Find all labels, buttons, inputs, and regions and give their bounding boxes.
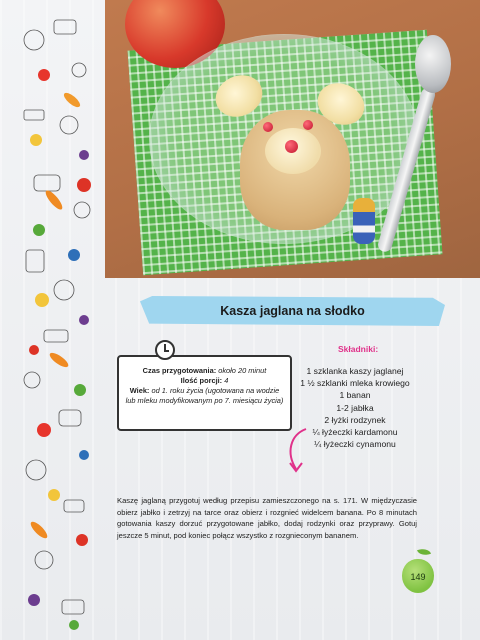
eye-berry-right	[303, 120, 313, 130]
page-number: 149	[402, 559, 434, 593]
apple-leaf-icon	[417, 546, 431, 558]
dish-photo	[105, 0, 480, 278]
food-doodles-icon	[14, 0, 106, 640]
time-label: Czas przygotowania:	[142, 366, 217, 375]
spoon	[415, 35, 451, 93]
ingredient-item: ¼ łyżeczki cynamonu	[314, 439, 396, 450]
ingredient-item: 1 banan	[339, 390, 371, 401]
ingredient-item: 2 łyżki rodzynek	[324, 414, 386, 425]
time-value: około 20 minut	[218, 366, 267, 375]
arrow-icon	[282, 425, 322, 477]
age-label: Wiek:	[129, 386, 150, 395]
portion-label: Ilość porcji:	[180, 376, 223, 385]
clock-icon	[155, 340, 175, 360]
pirate-figure	[353, 198, 375, 244]
ingredients-heading: Składniki:	[338, 344, 379, 354]
ingredient-item: 1-2 jabłka	[336, 402, 374, 413]
recipe-title: Kasza jaglana na słodko	[220, 304, 365, 318]
age-value: od 1. roku życia (ugotowana na wodzie lub mleku modyfikowanym po 7. miesiącu życia)	[125, 386, 284, 405]
portion-value: 4	[224, 376, 229, 385]
info-box	[117, 355, 292, 431]
ingredient-item: ¼ łyżeczki kardamonu	[312, 427, 398, 438]
eye-berry-left	[263, 122, 273, 132]
instructions-text: Kaszę jaglaną przygotuj według przepisu zamieszczonego na s. 171. W międzyczasie obierz jabłko i zetrzyj na tarce oraz obierz i rozgnieć widelcem banana. Po 8 minutach gotowania kaszy dorzuć przygotowane jabłko, dodaj rodzynki oraz przyprawy. Gotuj jeszcze 5 minut, pod koniec połącz wszystko z rozgnieconym bananem.	[117, 496, 417, 540]
nose-berry	[285, 140, 298, 153]
ingredient-item: 1 szklanka kaszy jaglanej	[306, 366, 404, 376]
ingredient-item: 1 ½ szklanki mleka krowiego	[300, 378, 410, 389]
food-illustration-strip	[14, 0, 106, 640]
